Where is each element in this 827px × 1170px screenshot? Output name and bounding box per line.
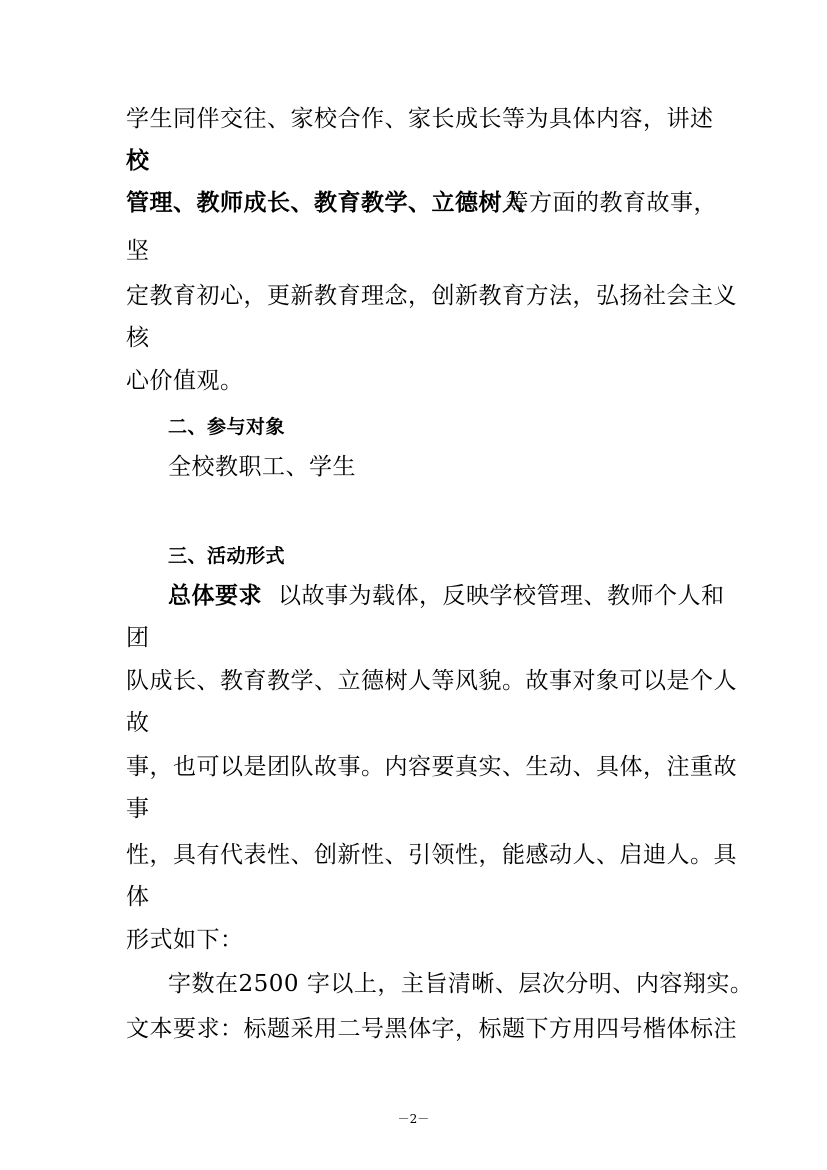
body-line: 队成长、教育教学、立德树人等风貌。故事对象可以是个人 [126, 668, 737, 694]
body-line: 心价值观。 [126, 368, 244, 394]
body-line: 团 [126, 625, 150, 651]
body-line: 文本要求：标题采用二号黑体字，标题下方用四号楷体标注 [126, 1016, 737, 1042]
body-line: 核 [126, 325, 150, 351]
body-line: 形式如下： [126, 927, 244, 953]
section-heading: 三、活动形式 [168, 545, 286, 567]
body-line: 事 [126, 796, 150, 822]
body-line: 全校教职工、学生 [168, 454, 356, 480]
body-line: 定教育初心，更新教育理念，创新教育方法，弘扬社会主义 [126, 283, 737, 309]
page-number: －2－ [397, 1112, 430, 1126]
body-line: 坚 [126, 238, 150, 264]
bold-text: 管理、教师成长、教育教学、立德树人 [126, 189, 526, 216]
body-line [126, 188, 717, 218]
body-line: 性，具有代表性、创新性、引领性，能感动人、启迪人。具 [126, 842, 737, 868]
body-line [168, 581, 725, 611]
body-text: 等方面的教育故事， [505, 190, 717, 216]
body-text: 以故事为载体，反映学校管理、教师个人和 [278, 583, 725, 609]
body-line: 字数在2500 字以上，主旨清晰、层次分明、内容翔实。 [168, 971, 754, 997]
body-line: 学生同伴交往、家校合作、家长成长等为具体内容，讲述 [126, 106, 714, 132]
section-heading: 二、参与对象 [168, 416, 286, 438]
body-line: 事，也可以是团队故事。内容要真实、生动、具体，注重故 [126, 754, 737, 780]
body-line: 校 [126, 147, 150, 174]
bold-text: 总体要求 [168, 582, 262, 609]
body-line: 故 [126, 710, 150, 736]
body-line: 体 [126, 884, 150, 910]
